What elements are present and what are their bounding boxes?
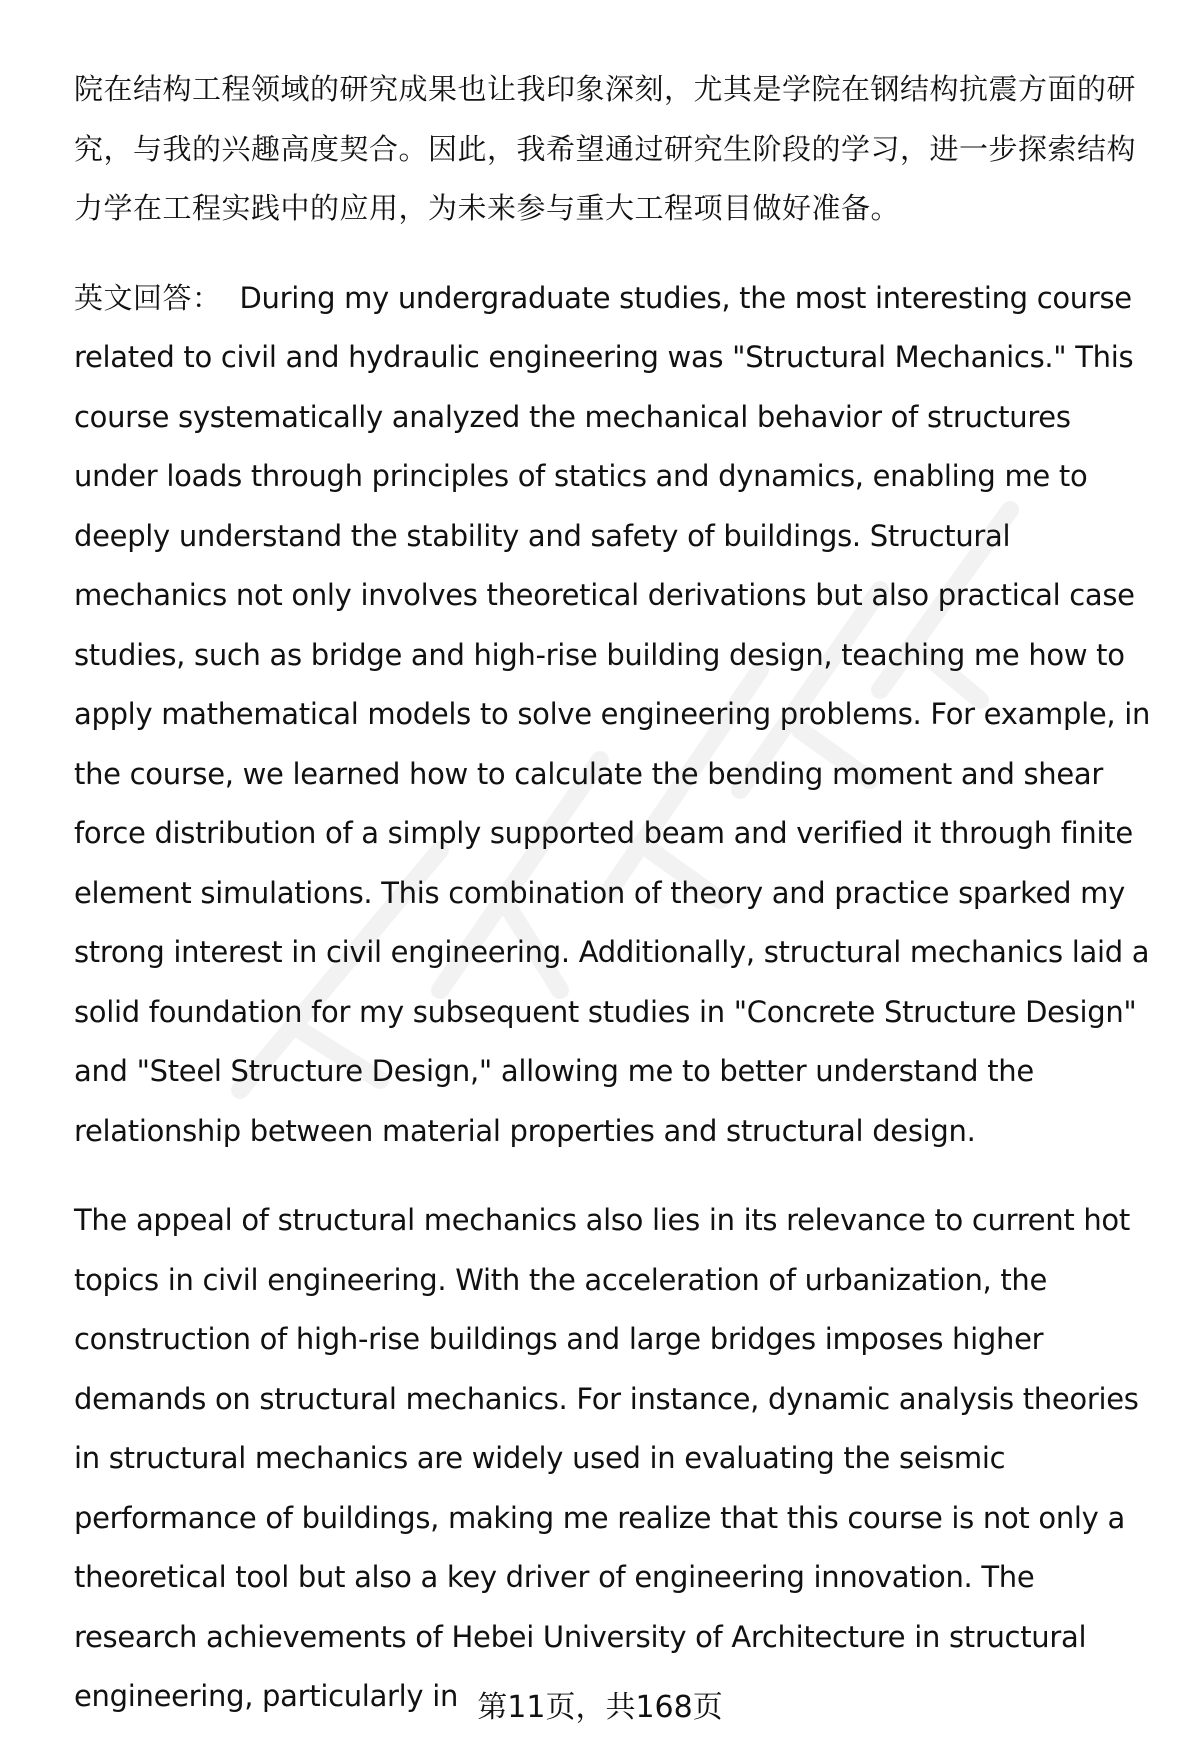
english-answer-label: 英文回答： <box>74 280 222 315</box>
english-answer-paragraph-2: The appeal of structural mechanics also lies in its relevance to current hot topics in civil engineering. With the acceleration of urbanization, the construction of high-rise buildings and large bridges imposes higher demands on structural mechanics. For instance, dynamic analysis theories in structural mechanics are widely used in evaluating the seismic performance of buildings, making me realize that this course is not only a theoretical tool but also a key driver of engineering innovation. The research achievements of Hebei University of Architecture in structural engineering, particularly in <box>74 1203 1139 1713</box>
chinese-answer-tail: 院在结构工程领域的研究成果也让我印象深刻，尤其是学院在钢结构抗震方面的研究，与我的兴趣高度契合。因此，我希望通过研究生阶段的学习，进一步探索结构力学在工程实践中的应用，为未来参与重大工程项目做好准备。 <box>74 72 1137 225</box>
english-answer-text: During my undergraduate studies, the most interesting course related to civil and hydraulic engineering was "Structural Mechanics." This course systematically analyzed the mechanical behavior of structures under loads through principles of statics and dynamics, enabling me to deeply understand the stability and safety of buildings. Structural mechanics not only involves theoretical derivations but also practical case studies, such as bridge and high-rise building design, teaching me how to apply mathematical models to solve engineering problems. For example, in the course, we learned how to calculate the bending moment and shear force distribution of a simply supported beam and verified it through finite element simulations. This combination of theory and practice sparked my strong interest in civil engineering. Additionally, structural mechanics laid a solid foundation for my subsequent studies in "Concrete Structure Design" and "Steel Structure Design," allowing me to better understand the relationship between material properties and structural design. <box>74 280 1151 1148</box>
page-indicator: 第11页，共168页 <box>477 1690 723 1725</box>
english-answer-paragraph-1 <box>74 269 1160 1162</box>
document-page <box>74 60 1160 1727</box>
